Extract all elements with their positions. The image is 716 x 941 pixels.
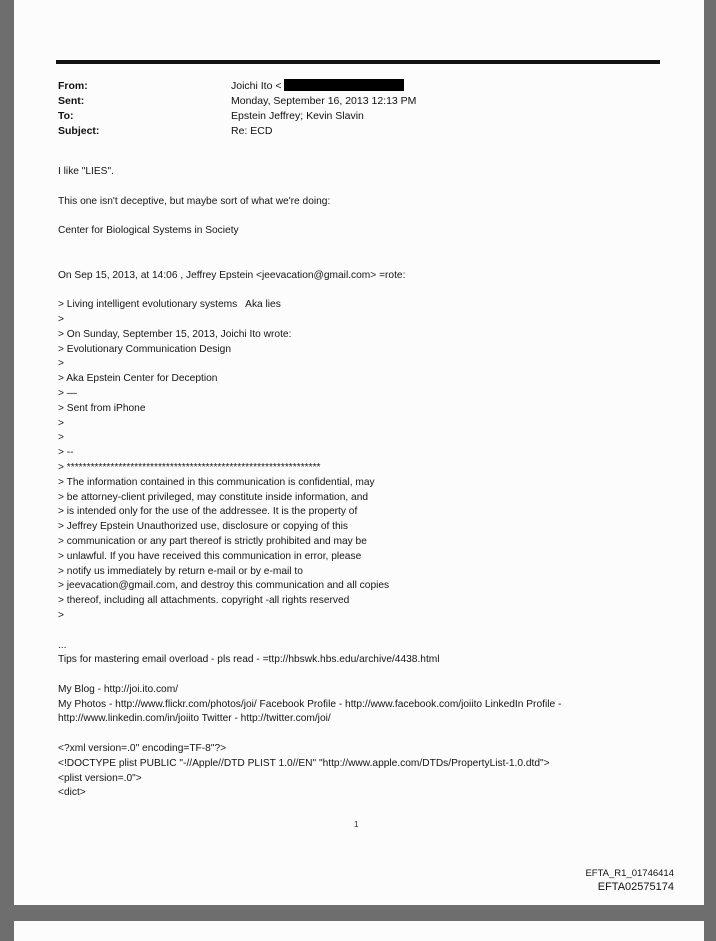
body-line: > Evolutionary Communication Design	[58, 343, 231, 355]
header-rule	[56, 60, 660, 64]
body-line: > jeevacation@gmail.com, and destroy this communication and all copies	[58, 580, 390, 592]
to-value: Epstein Jeffrey; Kevin Slavin	[231, 110, 364, 122]
from-row	[58, 79, 416, 94]
body-line: > Sent from iPhone	[58, 402, 146, 414]
body-line: > —	[58, 387, 77, 399]
body-line: Tips for mastering email overload - pls read - =ttp://hbswk.hbs.edu/archive/4438.html	[58, 654, 440, 666]
subject-value: Re: ECD	[231, 125, 273, 137]
to-label: To:	[58, 110, 74, 122]
from-label: From:	[58, 80, 88, 92]
sent-label: Sent:	[58, 95, 85, 107]
document-page	[14, 0, 704, 905]
email-header	[58, 79, 416, 139]
body-line: > communication or any part thereof is strictly prohibited and may be	[58, 535, 367, 547]
body-line: > thereof, including all attachments. copyright -all rights reserved	[58, 595, 350, 607]
body-line: <dict>	[58, 787, 86, 799]
body-line: <!DOCTYPE plist PUBLIC "-//Apple//DTD PLIST 1.0//EN" "http://www.apple.com/DTDs/PropertyList-1.0.dtd">	[58, 757, 550, 769]
body-line: My Photos - http://www.flickr.com/photos/joi/ Facebook Profile - http://www.facebook.com/joiito LinkedIn Profile -	[58, 698, 562, 710]
body-line: > notify us immediately by return e-mail or by e-mail to	[58, 565, 303, 577]
body-line	[58, 668, 688, 683]
sent-value: Monday, September 16, 2013 12:13 PM	[231, 95, 417, 107]
from-value: Joichi Ito <	[231, 80, 282, 92]
body-line: My Blog - http://joi.ito.com/	[58, 683, 179, 695]
body-line	[58, 254, 688, 269]
body-line: Center for Biological Systems in Society	[58, 225, 239, 237]
body-line: >	[58, 358, 64, 370]
body-line: <plist version=.0">	[58, 772, 142, 784]
body-line: > Jeffrey Epstein Unauthorized use, disclosure or copying of this	[58, 521, 349, 533]
doc-id-secondary: EFTA02575174	[597, 881, 674, 893]
next-page-edge	[14, 921, 704, 941]
doc-id-primary: EFTA_R1_01746414	[585, 868, 674, 879]
subject-row	[58, 124, 416, 139]
body-line: > On Sunday, September 15, 2013, Joichi Ito wrote:	[58, 328, 292, 340]
redaction-bar	[284, 79, 404, 91]
body-line: On Sep 15, 2013, at 14:06 , Jeffrey Epstein <jeevacation@gmail.com> =rote:	[58, 269, 406, 281]
body-line: > The information contained in this communication is confidential, may	[58, 476, 375, 488]
body-line: I like "LIES".	[58, 166, 114, 177]
body-line	[58, 624, 688, 639]
body-line	[58, 727, 688, 742]
body-line: > --	[58, 447, 74, 459]
body-line: ...	[58, 639, 67, 651]
body-line: > be attorney-client privileged, may constitute inside information, and	[58, 491, 369, 503]
body-line	[58, 283, 688, 298]
body-line: >	[58, 417, 64, 429]
body-line	[58, 239, 688, 254]
body-line	[58, 209, 688, 224]
email-body	[58, 165, 688, 801]
body-line: >	[58, 432, 64, 444]
document-ids	[585, 868, 674, 894]
page-number: 1	[354, 820, 359, 829]
to-row	[58, 109, 416, 124]
body-line: > unlawful. If you have received this communication in error, please	[58, 550, 362, 562]
body-line: This one isn't deceptive, but maybe sort of what we're doing:	[58, 195, 331, 207]
body-line: > is intended only for the use of the addressee. It is the property of	[58, 506, 358, 518]
body-line: http://www.linkedin.com/in/joiito Twitter - http://twitter.com/joi/	[58, 713, 331, 725]
body-line: <?xml version=.0" encoding=TF-8"?>	[58, 743, 227, 755]
body-line	[58, 180, 688, 195]
body-line: > ****************************************************************	[58, 461, 321, 473]
body-line: >	[58, 609, 64, 621]
body-line: > Living intelligent evolutionary systems Aka lies	[58, 299, 281, 311]
body-line: >	[58, 313, 64, 325]
body-line: > Aka Epstein Center for Deception	[58, 373, 218, 385]
subject-label: Subject:	[58, 125, 100, 137]
sent-row	[58, 94, 416, 109]
